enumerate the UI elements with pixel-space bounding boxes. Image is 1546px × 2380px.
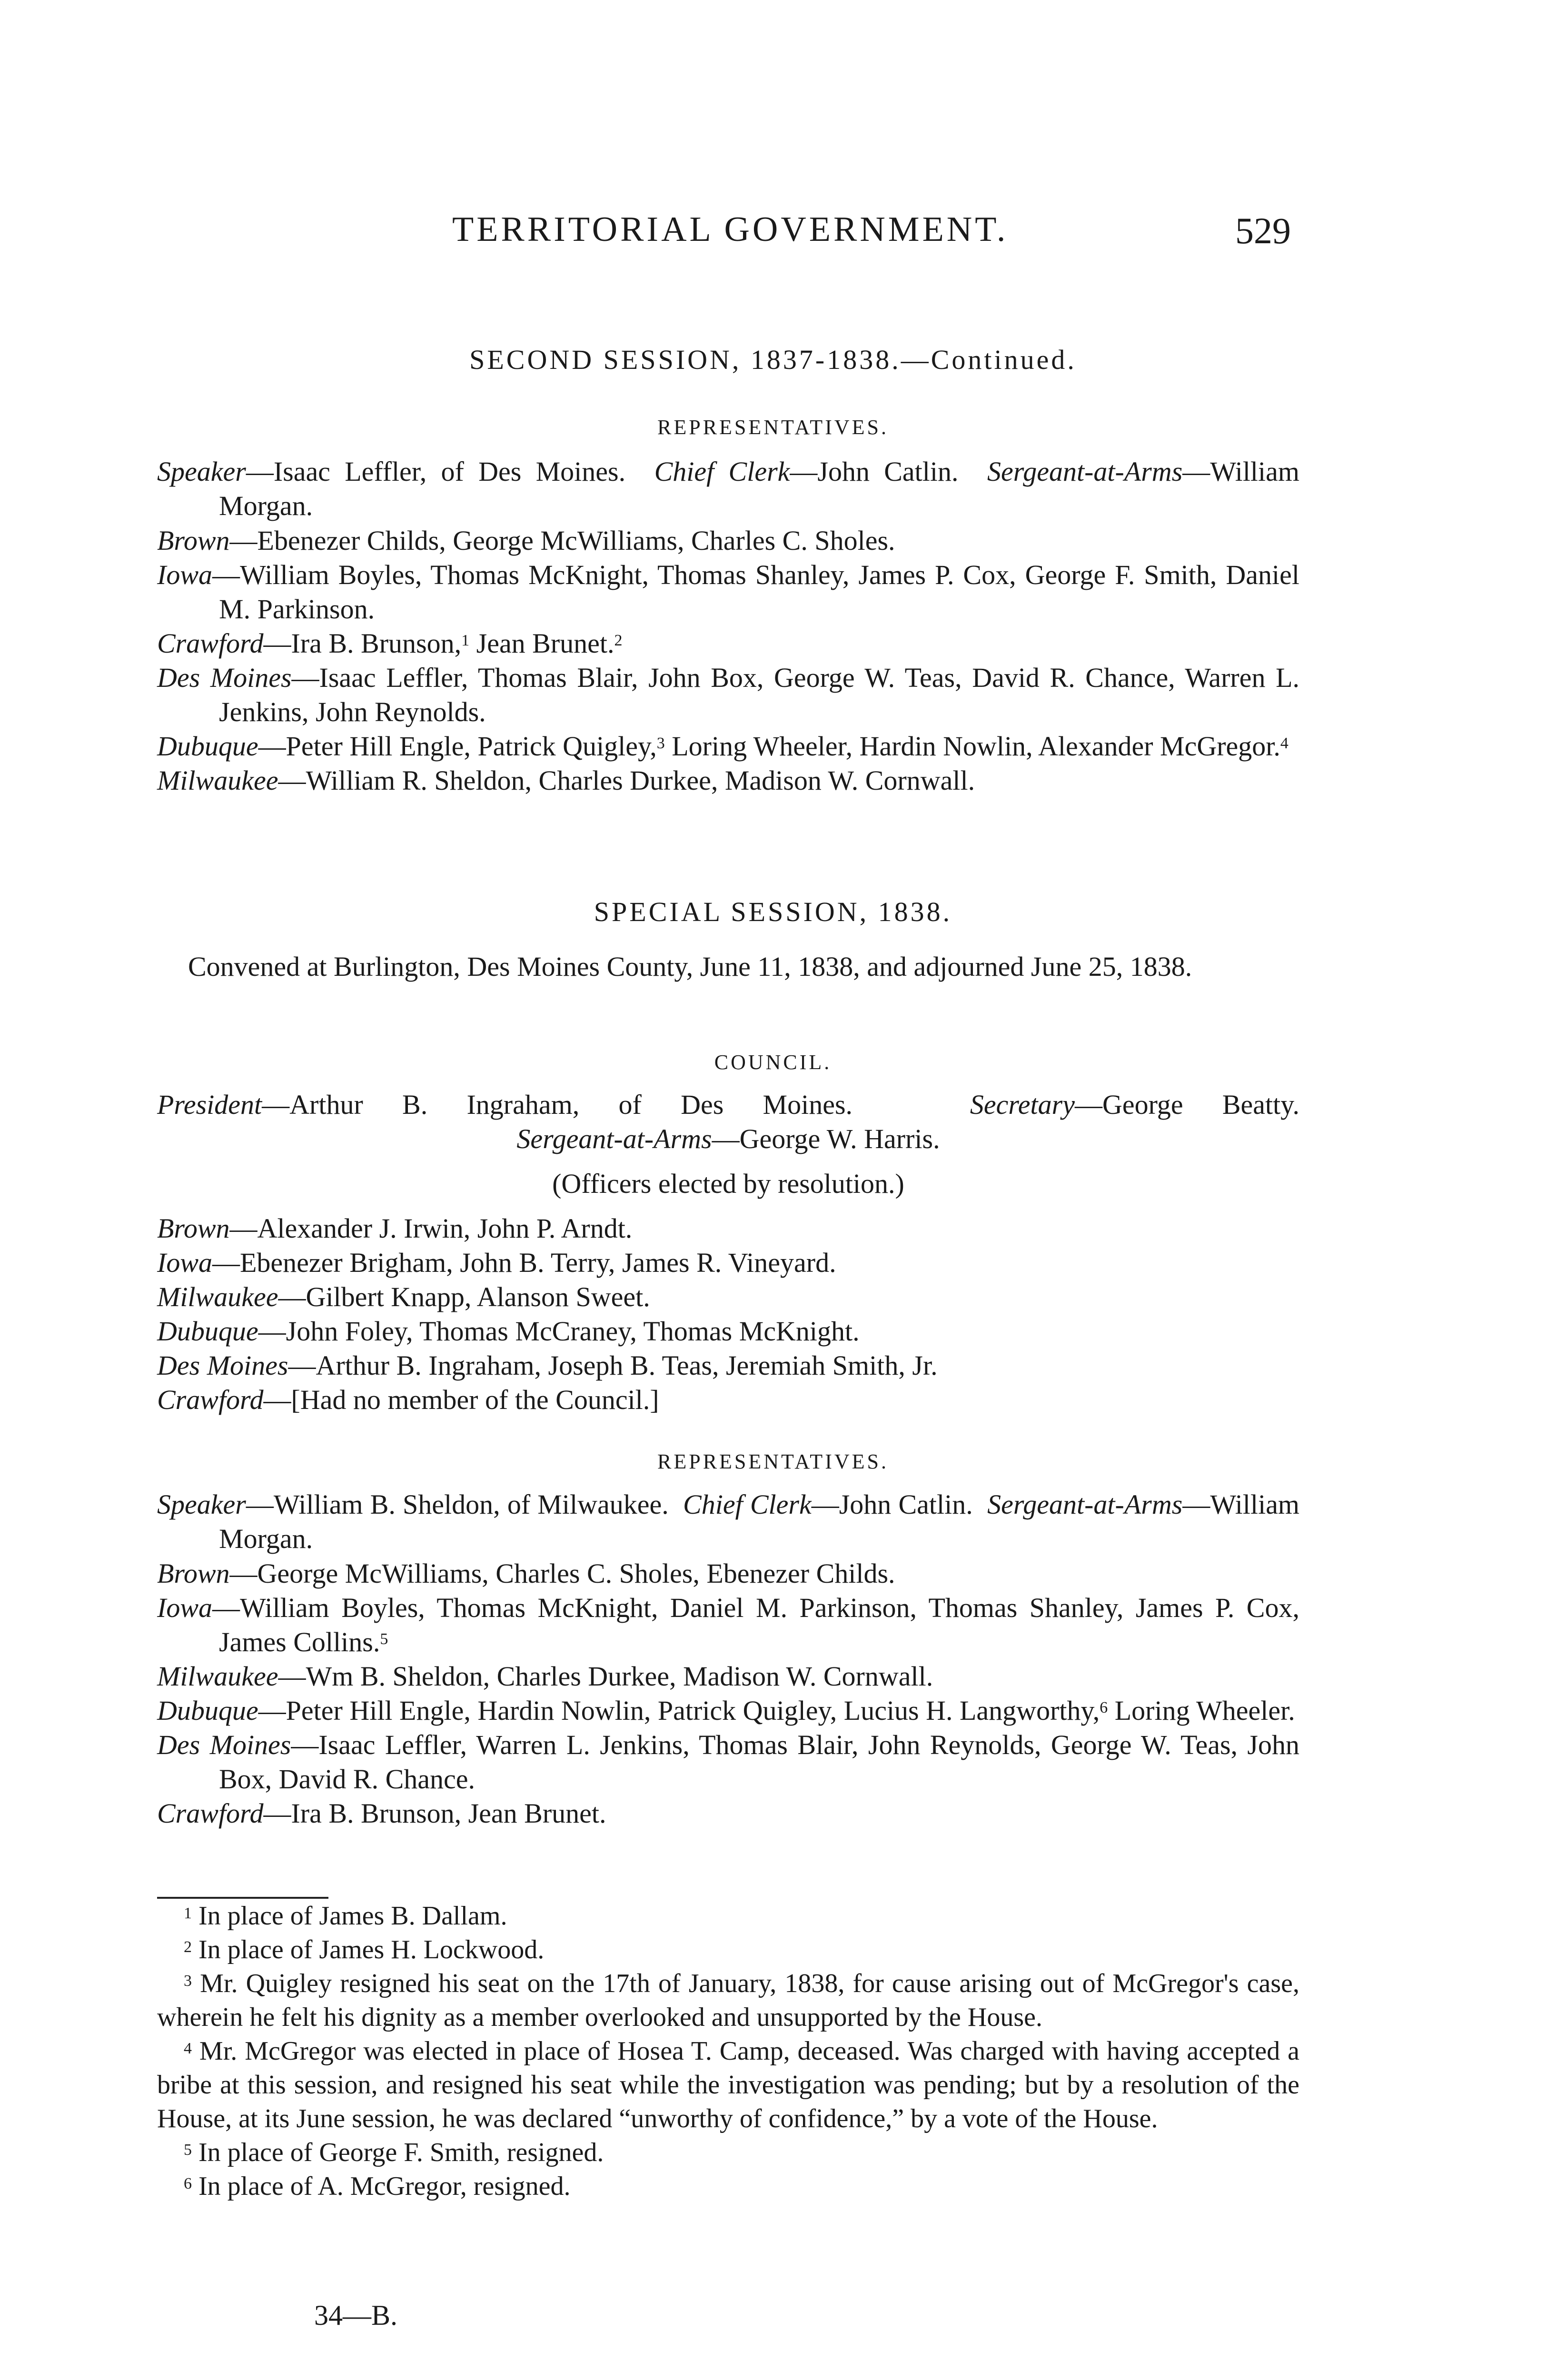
footnote <box>157 1933 1299 1967</box>
footnote-text: In place of George F. Smith, resigned. <box>192 2138 604 2167</box>
footnote-mark: 4 <box>184 2040 192 2057</box>
council-officers <box>157 1088 1299 1201</box>
member-names: —[Had no member of the Council.] <box>263 1384 659 1415</box>
clerk-text: —John Catlin. <box>811 1489 973 1520</box>
footnote-mark: 1 <box>461 632 470 649</box>
member-names: Loring Wheeler, Hardin Nowlin, Alexander McGregor. <box>664 731 1280 762</box>
special-rep-members <box>157 1557 1299 1831</box>
member-entry-dubuque <box>157 729 1299 764</box>
county-label: Iowa <box>157 559 212 590</box>
clerk-text: —John Catlin. <box>790 456 959 487</box>
county-label: Milwaukee <box>157 765 278 796</box>
footnote-mark: 2 <box>614 632 623 649</box>
running-head <box>0 209 1546 262</box>
footnote-mark: 5 <box>380 1630 388 1648</box>
county-label: Dubuque <box>157 731 258 762</box>
rep-entry-milwaukee <box>157 1659 1299 1694</box>
county-label: Crawford <box>157 628 264 659</box>
sergeant-text: —George W. Harris. <box>712 1123 940 1154</box>
member-names: —William R. Sheldon, Charles Durkee, Madison W. Cornwall. <box>278 765 975 796</box>
footnote <box>157 2136 1299 2170</box>
rep-entry-brown <box>157 1557 1299 1591</box>
council-entry-iowa <box>157 1246 1299 1280</box>
footnote-rule <box>157 1897 328 1899</box>
officers-note: (Officers elected by resolution.) <box>552 1168 904 1199</box>
rep-entry-iowa <box>157 1591 1299 1659</box>
signature-mark: 34—B. <box>314 2300 398 2331</box>
council-entry-milwaukee <box>157 1280 1299 1314</box>
council-entry-brown <box>157 1211 1299 1246</box>
member-entry-crawford <box>157 626 1299 661</box>
rep-officers <box>157 1488 1299 1556</box>
county-label: Brown <box>157 1558 230 1589</box>
rep-entry-crawford <box>157 1796 1299 1831</box>
sergeant-label: Sergeant-at-Arms <box>516 1123 712 1154</box>
footnotes <box>157 1899 1299 2203</box>
council-entry-des-moines <box>157 1349 1299 1383</box>
county-label: Milwaukee <box>157 1661 278 1692</box>
footnote-mark: 2 <box>184 1938 192 1956</box>
rep-entry-dubuque <box>157 1694 1299 1728</box>
county-label: Iowa <box>157 1592 212 1623</box>
county-label: Iowa <box>157 1247 212 1278</box>
footnote-text: Mr. McGregor was elected in place of Hosea T. Camp, deceased. Was charged with having accepted a bribe at this session, and resigned his seat while the investigation was pending; but by a resolution of the House, at its June session, he was declared “unworthy of confidence,” by a vote of the House. <box>157 2036 1299 2133</box>
president-text: —Arthur B. Ingraham, of Des Moines. <box>262 1089 853 1120</box>
county-label: Brown <box>157 1213 230 1244</box>
second-session-members <box>157 524 1299 798</box>
clerk-label: Chief Clerk <box>654 456 790 487</box>
member-names: —William Boyles, Thomas McKnight, Daniel M. Parkinson, Thomas Shanley, James P. Cox, James Collins. <box>212 1592 1299 1657</box>
special-session-heading: SPECIAL SESSION, 1838. <box>594 896 952 927</box>
member-names: —Wm B. Sheldon, Charles Durkee, Madison W. Cornwall. <box>278 1661 933 1692</box>
county-label: Dubuque <box>157 1316 258 1347</box>
running-head-title: TERRITORIAL GOVERNMENT. <box>452 210 1009 249</box>
member-names: —Gilbert Knapp, Alanson Sweet. <box>278 1281 650 1312</box>
footnote-mark: 3 <box>184 1972 192 1990</box>
member-names: —Alexander J. Irwin, John P. Arndt. <box>229 1213 633 1244</box>
footnote-text: In place of James H. Lockwood. <box>192 1935 545 1964</box>
footnote-mark: 6 <box>184 2175 192 2192</box>
member-names: Jean Brunet. <box>469 628 614 659</box>
footnote <box>157 2170 1299 2203</box>
representatives-heading: REPRESENTATIVES. <box>657 416 889 439</box>
sergeant-label: Sergeant-at-Arms <box>987 1489 1183 1520</box>
secretary-text: —George Beatty. <box>1074 1089 1299 1120</box>
clerk-label: Chief Clerk <box>683 1489 812 1520</box>
footnote-mark: 1 <box>184 1904 192 1922</box>
member-names: —Arthur B. Ingraham, Joseph B. Teas, Jeremiah Smith, Jr. <box>288 1350 938 1381</box>
sergeant-text: —William Morgan. <box>219 1489 1300 1554</box>
member-names: Loring Wheeler. <box>1108 1695 1295 1726</box>
council-heading: COUNCIL. <box>714 1051 832 1074</box>
rep-entry-des-moines <box>157 1728 1299 1796</box>
county-label: Milwaukee <box>157 1281 278 1312</box>
page-number: 529 <box>1235 210 1291 251</box>
member-entry-brown <box>157 524 1299 558</box>
sergeant-text: —William Morgan. <box>219 456 1300 521</box>
speaker-text: —Isaac Leffler, of Des Moines. <box>246 456 626 487</box>
speaker-label: Speaker <box>157 456 246 487</box>
footnote-text: In place of A. McGregor, resigned. <box>192 2172 571 2201</box>
speaker-text: —William B. Sheldon, of Milwaukee. <box>246 1489 669 1520</box>
president-label: President <box>157 1089 262 1120</box>
county-label: Brown <box>157 525 230 556</box>
convened-paragraph: Convened at Burlington, Des Moines County, June 11, 1838, and adjourned June 25, 1838. <box>188 951 1192 982</box>
member-names: —George McWilliams, Charles C. Sholes, Ebenezer Childs. <box>229 1558 895 1589</box>
member-entry-milwaukee <box>157 764 1299 798</box>
member-names: —Ira B. Brunson, <box>263 628 462 659</box>
county-label: Dubuque <box>157 1695 258 1726</box>
footnote <box>157 1967 1299 2034</box>
member-names: —Ebenezer Childs, George McWilliams, Charles C. Sholes. <box>229 525 895 556</box>
council-entry-dubuque <box>157 1314 1299 1349</box>
speaker-label: Speaker <box>157 1489 246 1520</box>
county-label: Des Moines <box>157 1729 291 1760</box>
member-names: —Isaac Leffler, Warren L. Jenkins, Thomas Blair, John Reynolds, George W. Teas, John Box, David R. Chance. <box>219 1729 1299 1795</box>
member-names: —John Foley, Thomas McCraney, Thomas McKnight. <box>258 1316 860 1347</box>
footnote-mark: 6 <box>1100 1699 1108 1716</box>
member-entry-des-moines <box>157 661 1299 729</box>
member-names: —Ira B. Brunson, Jean Brunet. <box>263 1798 606 1829</box>
footnote <box>157 1899 1299 1933</box>
footnote-mark: 4 <box>1280 734 1288 752</box>
secretary-label: Secretary <box>970 1089 1075 1120</box>
second-session-heading: SECOND SESSION, 1837-1838.—Continued. <box>469 344 1077 375</box>
footnote-text: In place of James B. Dallam. <box>192 1901 507 1931</box>
member-names: —William Boyles, Thomas McKnight, Thomas Shanley, James P. Cox, George F. Smith, Daniel M. Parkinson. <box>212 559 1299 625</box>
council-entry-crawford <box>157 1383 1299 1417</box>
county-label: Crawford <box>157 1798 264 1829</box>
member-names: —Ebenezer Brigham, John B. Terry, James R. Vineyard. <box>212 1247 836 1278</box>
sergeant-label: Sergeant-at-Arms <box>987 456 1183 487</box>
officers-paragraph <box>157 455 1299 523</box>
county-label: Crawford <box>157 1384 264 1415</box>
council-members <box>157 1211 1299 1417</box>
footnote-text: Mr. Quigley resigned his seat on the 17th of January, 1838, for cause arising out of McGregor's case, wherein he felt his dignity as a member overlooked and unsupported by the House. <box>157 1969 1299 2032</box>
special-representatives-heading: REPRESENTATIVES. <box>657 1450 889 1473</box>
member-names: —Peter Hill Engle, Patrick Quigley, <box>258 731 657 762</box>
county-label: Des Moines <box>157 1350 288 1381</box>
member-names: —Isaac Leffler, Thomas Blair, John Box, George W. Teas, David R. Chance, Warren L. Jenkins, John Reynolds. <box>219 662 1299 727</box>
footnote-mark: 3 <box>656 734 665 752</box>
member-names: —Peter Hill Engle, Hardin Nowlin, Patrick Quigley, Lucius H. Langworthy, <box>258 1695 1100 1726</box>
footnote-mark: 5 <box>184 2141 192 2159</box>
footnote <box>157 2034 1299 2136</box>
member-entry-iowa <box>157 558 1299 626</box>
county-label: Des Moines <box>157 662 292 693</box>
